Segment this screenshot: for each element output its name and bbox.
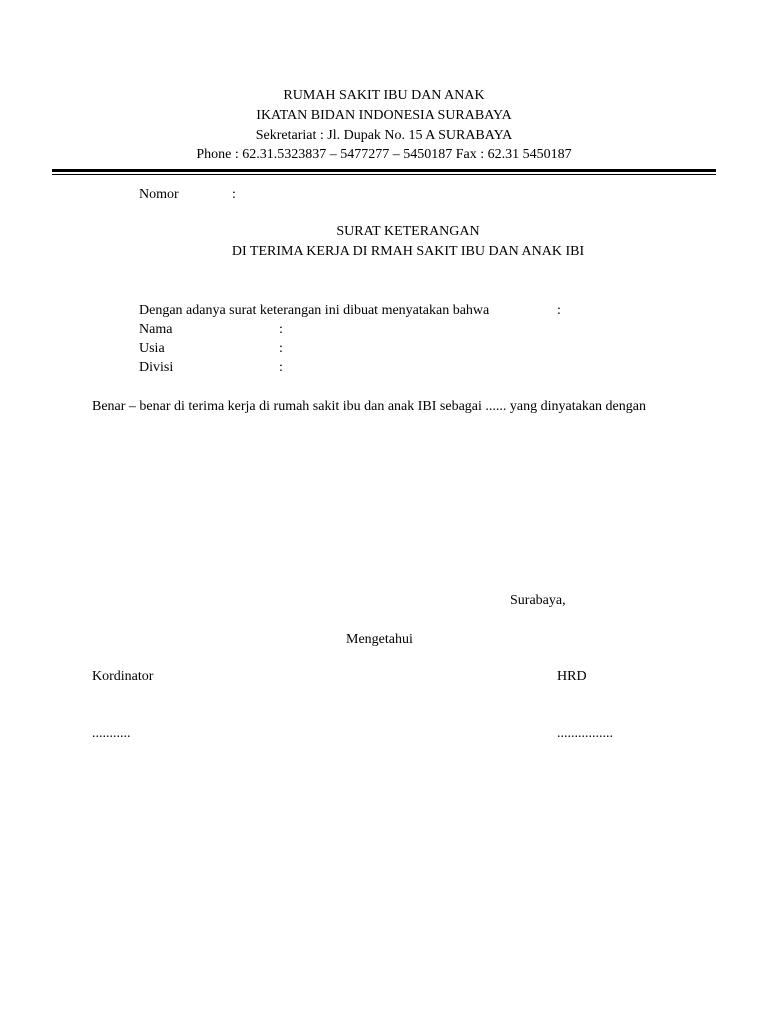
nomor-label: Nomor xyxy=(139,187,179,202)
letterhead-hospital-name: RUMAH SAKIT IBU DAN ANAK xyxy=(283,88,485,103)
letterhead-divider-thin xyxy=(52,174,716,175)
signatory-left-title: Kordinator xyxy=(92,669,154,684)
field-divisi-label: Divisi xyxy=(139,360,174,375)
field-divisi-colon: : xyxy=(279,360,283,375)
document-title: SURAT KETERANGAN xyxy=(336,224,480,239)
signatory-right-title: HRD xyxy=(557,669,587,684)
letterhead-organization: IKATAN BIDAN INDONESIA SURABAYA xyxy=(256,108,512,123)
field-usia-label: Usia xyxy=(139,341,165,356)
letterhead-address: Sekretariat : Jl. Dupak No. 15 A SURABAYA xyxy=(255,128,513,143)
field-usia-colon: : xyxy=(279,341,283,356)
field-nama-colon: : xyxy=(279,322,283,337)
nomor-colon: : xyxy=(232,187,236,202)
intro-text: Dengan adanya surat keterangan ini dibuat menyatakan bahwa xyxy=(139,303,490,318)
acknowledged-label: Mengetahui xyxy=(346,632,413,647)
document-subtitle: DI TERIMA KERJA DI RMAH SAKIT IBU DAN ANAK IBI xyxy=(231,244,585,259)
field-nama-label: Nama xyxy=(139,322,173,337)
statement-paragraph: Benar – benar di terima kerja di rumah sakit ibu dan anak IBI sebagai ...... yang dinyatakan dengan xyxy=(92,399,646,414)
letterhead-contact: Phone : 62.31.5323837 – 5477277 – 5450187 Fax : 62.31 5450187 xyxy=(196,147,572,162)
signatory-left-name: ........... xyxy=(92,726,131,741)
place-label: Surabaya, xyxy=(510,593,566,608)
signatory-right-name: ................ xyxy=(557,726,613,741)
letterhead-divider-thick xyxy=(52,169,716,172)
intro-colon: : xyxy=(557,303,561,318)
